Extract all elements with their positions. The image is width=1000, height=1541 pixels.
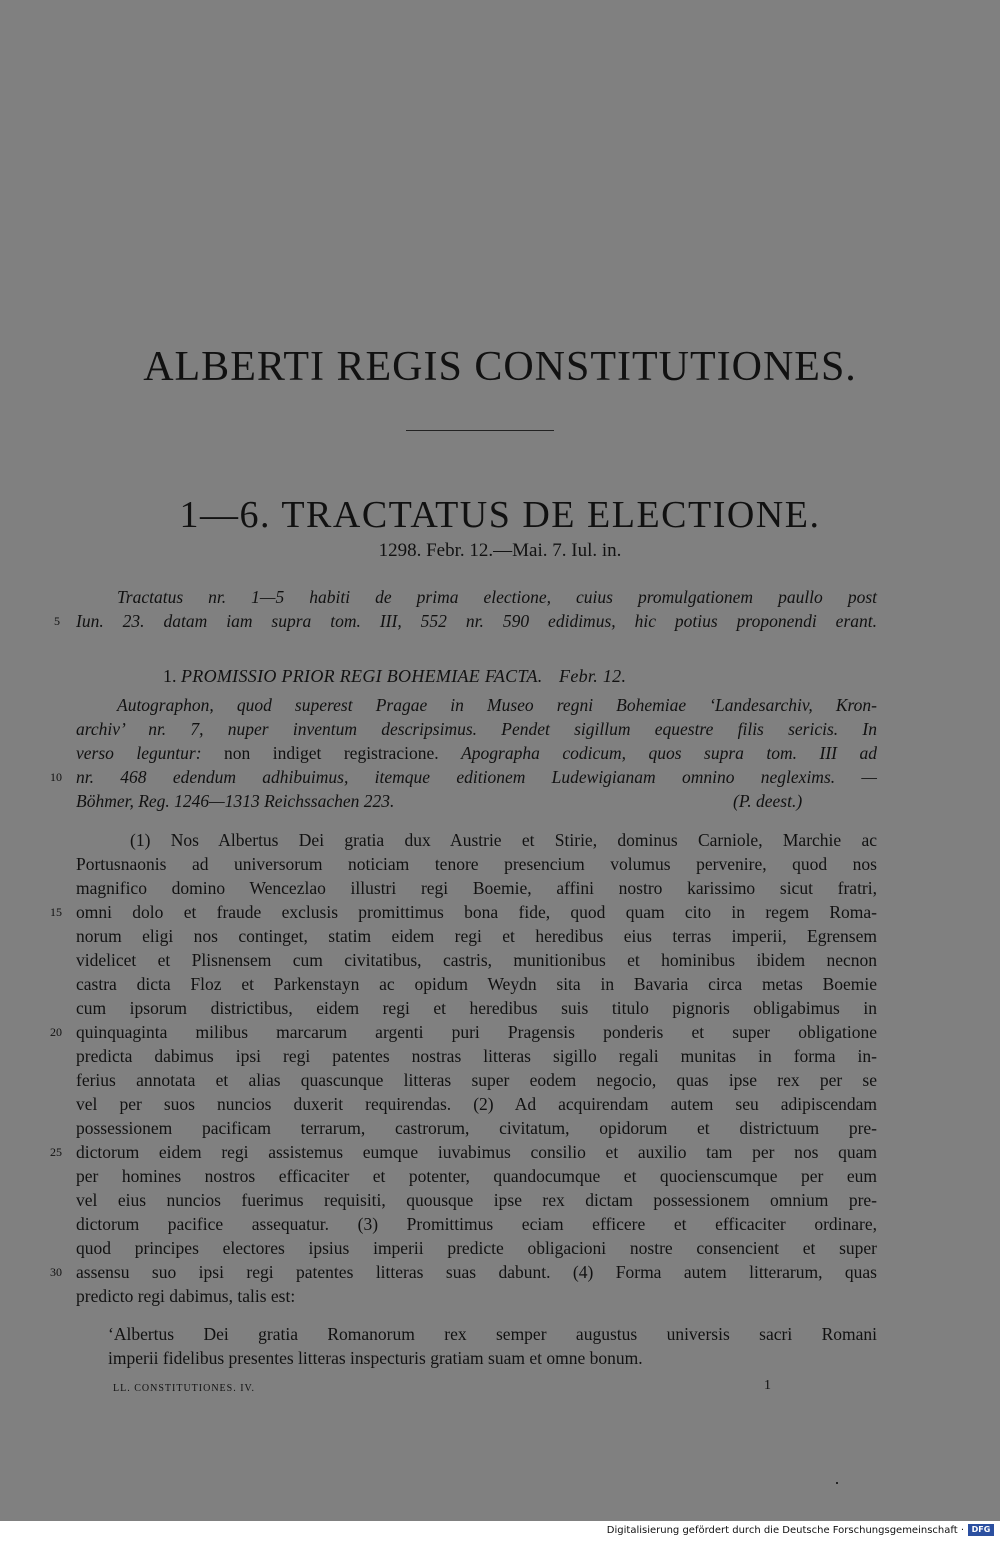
body-line: assensu suo ipsi regi patentes litteras suas dabunt. (4) Forma autem litterarum, quas	[76, 1262, 877, 1282]
document-heading	[163, 666, 626, 687]
source-note-roman: non indiget registracione.	[201, 743, 462, 763]
intro-line: Tractatus nr. 1—5 habiti de prima electione, cuius promulgationem paullo post	[117, 587, 877, 607]
source-note-line: nr. 468 edendum adhibuimus, itemque editionem Ludewigianam omnino neglexims. —	[76, 767, 877, 787]
body-line: quod principes electores ipsius imperii predicte obligacioni nostre consencient et super	[76, 1238, 877, 1258]
dfg-logo-icon[interactable]: DFG	[968, 1524, 994, 1536]
document-number: 1.	[163, 666, 177, 686]
margin-line-number: 30	[50, 1265, 62, 1279]
body-line: (1) Nos Albertus Dei gratia dux Austrie et Stirie, dominus Carniole, Marchie ac	[130, 830, 877, 850]
funding-credit: Digitalisierung gefördert durch die Deutsche Forschungsgemeinschaft ·	[606, 1525, 964, 1536]
body-line: predicto regi dabimus, talis est:	[76, 1286, 296, 1306]
section-title: 1—6. TRACTATUS DE ELECTIONE.	[179, 494, 821, 536]
page-number: 1	[764, 1378, 771, 1393]
main-title: ALBERTI REGIS CONSTITUTIONES.	[143, 344, 857, 390]
source-note-line	[76, 741, 877, 765]
source-note-italic: verso leguntur:	[76, 743, 202, 763]
body-line: vel eius nuncios fuerimus requisiti, quousque ipse rex dictam possessionem omnium pre-	[76, 1190, 877, 1210]
intro-line: Iun. 23. datam iam supra tom. III, 552 nr. 590 edidimus, hic potius proponendi erant.	[76, 611, 877, 631]
body-line: dictorum pacifice assequatur. (3) Promittimus eciam efficere et efficaciter ordinare,	[76, 1214, 877, 1234]
body-line: dictorum eidem regi assistemus eumque iuvabimus consilio et auxilio tam per nos quam	[76, 1142, 877, 1162]
body-line: possessionem pacificam terrarum, castrorum, civitatum, opidorum et districtuum pre-	[76, 1118, 877, 1138]
document-title: PROMISSIO PRIOR REGI BOHEMIAE FACTA.	[181, 666, 543, 686]
source-note-line: Autographon, quod superest Pragae in Museo regni Bohemiae ‘Landesarchiv, Kron-	[117, 695, 877, 715]
body-line: quinquaginta milibus marcarum argenti puri Pragensis ponderis et super obligatione	[76, 1022, 877, 1042]
quote-line: ‘Albertus Dei gratia Romanorum rex semper augustus universis sacri Romani	[108, 1324, 877, 1344]
body-line: magnifico domino Wencezlao illustri regi Boemie, affini nostro karissimo sicut fratri,	[76, 878, 877, 898]
margin-line-number: 15	[50, 905, 62, 919]
body-line: predicta dabimus ipsi regi patentes nostras litteras sigillo regali munitas in forma in-	[76, 1046, 877, 1066]
document-date: Febr. 12.	[559, 666, 627, 686]
signature-mark: LL. CONSTITUTIONES. IV.	[113, 1383, 255, 1394]
quote-line: imperii fidelibus presentes litteras inspecturis gratiam suam et omne bonum.	[108, 1348, 643, 1368]
body-line: omni dolo et fraude exclusis promittimus bona fide, quod quam cito in regem Roma-	[76, 902, 877, 922]
body-line: Portusnaonis ad universorum noticiam tenore presencium volumus pervenire, quod nos	[76, 854, 877, 874]
body-line: castra dicta Floz et Parkenstayn ac opidum Weydn sita in Bavaria circa metas Boemie	[76, 974, 877, 994]
body-line: videlicet et Plisnensem cum civitatibus, castris, munitionibus et hominibus ibidem necnon	[76, 950, 877, 970]
margin-line-number: 10	[50, 770, 62, 784]
body-line: ferius annotata et alias quascunque litteras super eodem negocio, quas ipse rex per se	[76, 1070, 877, 1090]
source-note-print-note: (P. deest.)	[733, 791, 803, 811]
source-note-reference: Böhmer, Reg. 1246—1313 Reichssachen 223.	[76, 791, 395, 811]
margin-line-number: 25	[50, 1145, 62, 1159]
margin-line-number: 20	[50, 1025, 62, 1039]
body-line: per homines nostros efficaciter et potenter, quandocumque et quocienscumque per eum	[76, 1166, 877, 1186]
section-date: 1298. Febr. 12.—Mai. 7. Iul. in.	[378, 540, 622, 561]
body-line: norum eligi nos continget, statim eidem regi et heredibus eius terras imperii, Egrensem	[76, 926, 877, 946]
title-divider	[406, 430, 554, 431]
body-line: vel per suos nuncios duxerit requirendas. (2) Ad acquirendam autem seu adipiscendam	[76, 1094, 877, 1114]
body-line: cum ipsorum districtibus, eidem regi et heredibus suis titulo pignoris obligabimus in	[76, 998, 877, 1018]
margin-line-number: 5	[54, 614, 60, 628]
scan-speck	[836, 1482, 838, 1484]
source-note-italic: Apographa codicum, quos supra tom. III ad	[461, 743, 877, 763]
source-note-line: archiv’ nr. 7, nuper inventum descripsimus. Pendet sigillum equestre filis sericis. In	[76, 719, 877, 739]
